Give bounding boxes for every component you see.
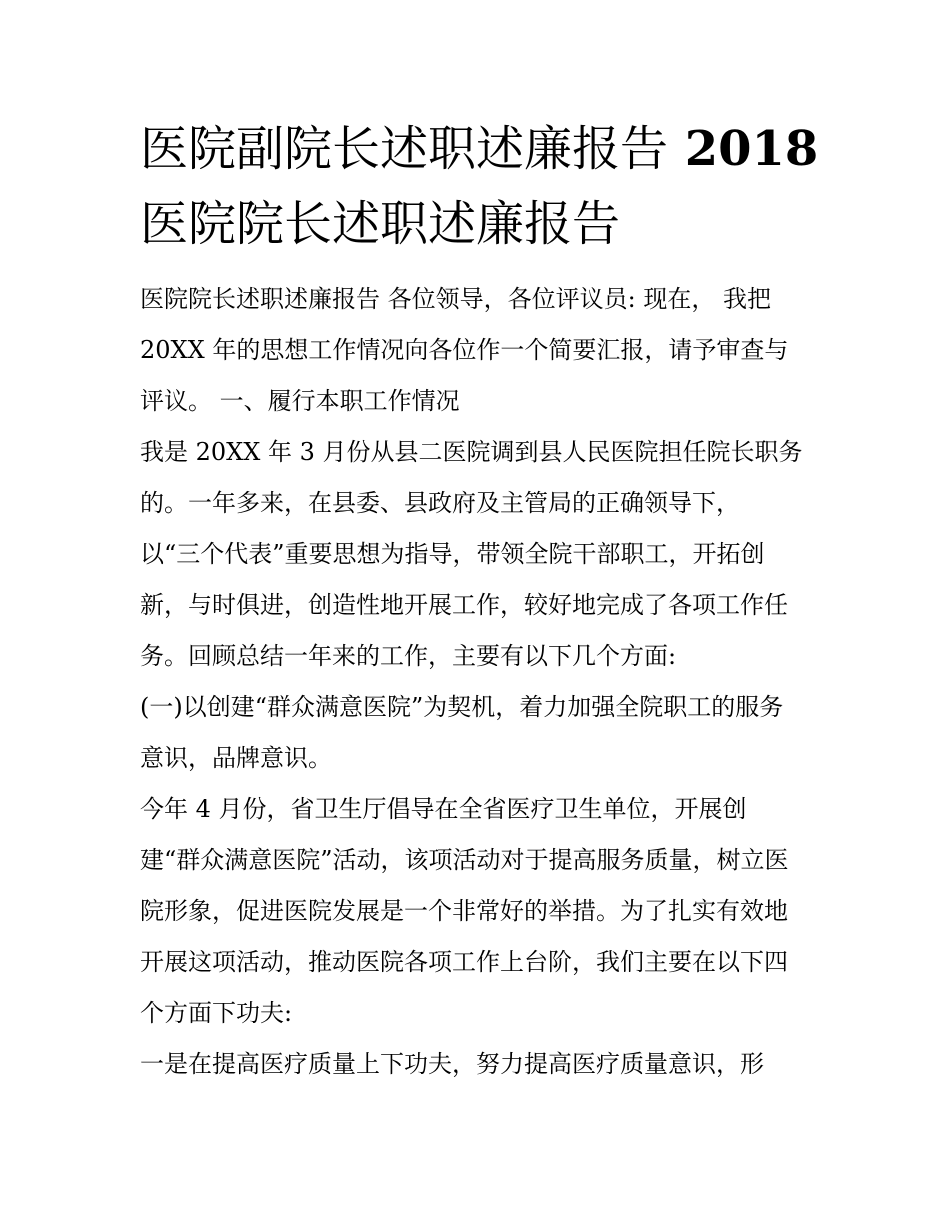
- body-line-1: 医院院长述职述廉报告 各位领导，各位评议员: 现在， 我把: [140, 285, 771, 313]
- body-line-6: 以“三个代表”重要思想为指导，带领全院干部职工，开拓创: [140, 540, 765, 568]
- body-line-8: 务。回顾总结一年来的工作，主要有以下几个方面:: [140, 642, 677, 670]
- body-line-11: 今年 4 月份，省卫生厅倡导在全省医疗卫生单位，开展创: [140, 795, 747, 823]
- document-title: [140, 112, 840, 262]
- title-year: 2018: [668, 121, 819, 177]
- body-line-13: 院形象，促进医院发展是一个非常好的举措。为了扎实有效地: [140, 897, 788, 925]
- body-line-2: 20XX 年的思想工作情况向各位作一个简要汇报，请予审查与: [140, 336, 789, 364]
- body-line-10: 意识，品牌意识。: [140, 744, 332, 772]
- body-line-9: (一)以创建“群众满意医院”为契机，着力加强全院职工的服务: [140, 693, 784, 721]
- title-line-2: 医院院长述职述廉报告: [140, 196, 621, 252]
- title-line-1: 医院副院长述职述廉报告: [140, 121, 669, 177]
- body-line-14: 开展这项活动，推动医院各项工作上台阶，我们主要在以下四: [140, 948, 788, 976]
- body-line-7: 新，与时俱进，创造性地开展工作，较好地完成了各项工作任: [140, 591, 788, 619]
- body-line-4: 我是 20XX 年 3 月份从县二医院调到县人民医院担任院长职务: [140, 438, 803, 466]
- body-line-3: 评议。 一、履行本职工作情况: [140, 387, 460, 415]
- body-line-5: 的。一年多来，在县委、县政府及主管局的正确领导下，: [140, 489, 740, 517]
- body-line-15: 个方面下功夫:: [140, 999, 293, 1027]
- body-line-16: 一是在提高医疗质量上下功夫，努力提高医疗质量意识，形: [140, 1050, 764, 1078]
- body-line-12: 建“群众满意医院”活动，该项活动对于提高服务质量，树立医: [140, 846, 789, 874]
